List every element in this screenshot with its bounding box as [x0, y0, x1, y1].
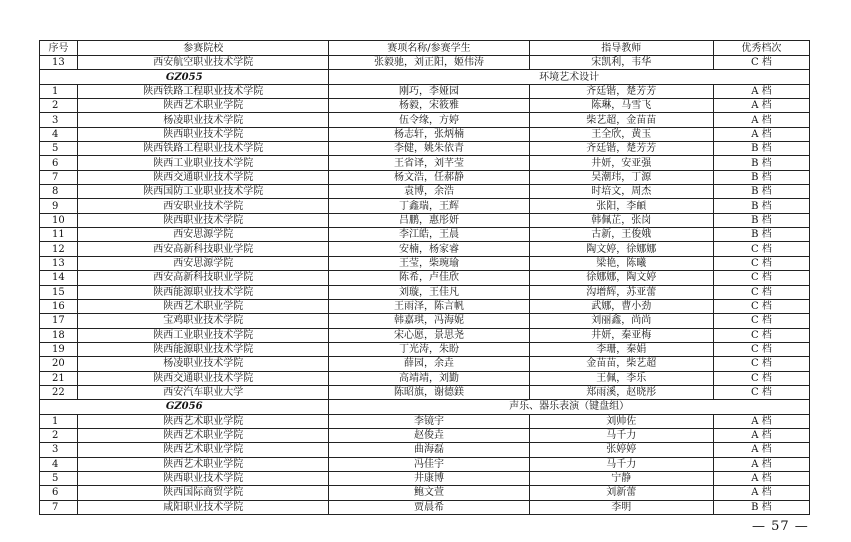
group-name: 声乐、器乐表演（键盘组）	[329, 400, 810, 414]
row-students: 赵俊垚	[329, 428, 529, 442]
row-no: 3	[40, 113, 78, 127]
row-teacher: 吴潮玮，丁源	[529, 170, 713, 184]
row-students: 宋心愿，景思尧	[329, 328, 529, 342]
row-students: 吕鹏，惠彤妍	[329, 213, 529, 227]
row-students: 李江皓，王晨	[329, 228, 529, 242]
row-teacher: 齐廷锴，楚芳芳	[529, 142, 713, 156]
row-no: 8	[40, 185, 78, 199]
table-row	[40, 299, 810, 313]
table-row	[40, 256, 810, 270]
table-row	[40, 285, 810, 299]
row-school: 杨凌职业技术学院	[78, 357, 329, 371]
row-school: 西安汽车职业大学	[78, 385, 329, 399]
row-students: 李健，姚朱依青	[329, 142, 529, 156]
row-students: 丁光涛，朱盼	[329, 342, 529, 356]
table-row	[40, 185, 810, 199]
award-table-body	[40, 41, 810, 515]
row-teacher: 宁静	[529, 471, 713, 485]
row-students: 井康博	[329, 471, 529, 485]
row-grade: C 档	[713, 285, 809, 299]
row-grade: A 档	[713, 99, 809, 113]
row-no: 4	[40, 127, 78, 141]
award-table	[39, 40, 810, 515]
table-row	[40, 371, 810, 385]
row-teacher: 张婷婷	[529, 443, 713, 457]
row-school: 西安思源学院	[78, 228, 329, 242]
table-row	[40, 357, 810, 371]
row-teacher: 井妍，秦亚梅	[529, 328, 713, 342]
row-teacher: 李珊，秦娟	[529, 342, 713, 356]
row-teacher: 马千力	[529, 428, 713, 442]
row-school: 西安职业技术学院	[78, 199, 329, 213]
table-row	[40, 271, 810, 285]
row-no: 6	[40, 156, 78, 170]
table-row	[40, 385, 810, 399]
table-row	[40, 199, 810, 213]
row-teacher: 齐廷锴，楚芳芳	[529, 84, 713, 98]
row-no: 7	[40, 500, 78, 514]
table-row	[40, 113, 810, 127]
row-teacher: 陈琳，马雪飞	[529, 99, 713, 113]
row-school: 陕西交通职业技术学院	[78, 371, 329, 385]
row-no: 22	[40, 385, 78, 399]
table-row	[40, 486, 810, 500]
row-no: 18	[40, 328, 78, 342]
row-no: 7	[40, 170, 78, 184]
row-grade: A 档	[713, 428, 809, 442]
row-teacher: 马千力	[529, 457, 713, 471]
row-students: 张毅驰，刘正阳，姬伟涛	[329, 56, 529, 70]
row-students: 王雨泽，陈言帆	[329, 299, 529, 313]
row-no: 13	[40, 256, 78, 270]
row-school: 咸阳职业技术学院	[78, 500, 329, 514]
row-grade: C 档	[713, 271, 809, 285]
row-students: 刚巧，李娅园	[329, 84, 529, 98]
row-school: 西安高新科技职业学院	[78, 271, 329, 285]
row-school: 陕西能源职业技术学院	[78, 342, 329, 356]
row-school: 陕西艺术职业学院	[78, 99, 329, 113]
row-school: 陕西铁路工程职业技术学院	[78, 84, 329, 98]
page-number: — 57 —	[752, 519, 809, 534]
row-students: 高靖靖，刘勤	[329, 371, 529, 385]
group-code: GZ056	[40, 400, 329, 414]
row-no: 21	[40, 371, 78, 385]
row-school: 西安航空职业技术学院	[78, 56, 329, 70]
row-teacher: 李明	[529, 500, 713, 514]
row-students: 李镜宇	[329, 414, 529, 428]
row-school: 陕西工业职业技术学院	[78, 328, 329, 342]
row-grade: C 档	[713, 299, 809, 313]
row-students: 冯佳宇	[329, 457, 529, 471]
row-teacher: 古新，王俊娥	[529, 228, 713, 242]
table-row	[40, 443, 810, 457]
row-school: 陕西艺术职业学院	[78, 299, 329, 313]
group-name: 环境艺术设计	[329, 70, 810, 84]
table-row	[40, 56, 810, 70]
row-grade: C 档	[713, 342, 809, 356]
table-row	[40, 142, 810, 156]
row-no: 11	[40, 228, 78, 242]
row-teacher: 刘帅佐	[529, 414, 713, 428]
group-header-row	[40, 400, 810, 414]
row-no: 1	[40, 84, 78, 98]
row-students: 王莹，柴琬瑜	[329, 256, 529, 270]
row-school: 陕西能源职业技术学院	[78, 285, 329, 299]
row-school: 陕西艺术职业学院	[78, 443, 329, 457]
row-teacher: 郑雨溪，赵晓彤	[529, 385, 713, 399]
row-school: 陕西交通职业技术学院	[78, 170, 329, 184]
row-no: 3	[40, 443, 78, 457]
row-no: 16	[40, 299, 78, 313]
row-teacher: 柴艺超，金苗苗	[529, 113, 713, 127]
row-no: 5	[40, 142, 78, 156]
row-grade: A 档	[713, 443, 809, 457]
table-row	[40, 500, 810, 514]
row-grade: B 档	[713, 170, 809, 184]
row-grade: C 档	[713, 328, 809, 342]
row-grade: B 档	[713, 500, 809, 514]
row-grade: C 档	[713, 56, 809, 70]
row-school: 陕西艺术职业学院	[78, 414, 329, 428]
row-grade: A 档	[713, 84, 809, 98]
row-grade: C 档	[713, 371, 809, 385]
header-entry: 赛项名称/参赛学生	[329, 41, 529, 56]
row-no: 2	[40, 99, 78, 113]
row-teacher: 时培文，周杰	[529, 185, 713, 199]
row-no: 2	[40, 428, 78, 442]
row-students: 杨毅，宋筱雅	[329, 99, 529, 113]
group-code: GZ055	[40, 70, 329, 84]
row-grade: C 档	[713, 256, 809, 270]
row-grade: C 档	[713, 357, 809, 371]
row-school: 陕西职业技术学院	[78, 213, 329, 227]
row-no: 12	[40, 242, 78, 256]
row-no: 20	[40, 357, 78, 371]
row-no: 14	[40, 271, 78, 285]
table-row	[40, 342, 810, 356]
table-row	[40, 99, 810, 113]
row-teacher: 王佩，李乐	[529, 371, 713, 385]
row-teacher: 刘新蕾	[529, 486, 713, 500]
row-teacher: 金苗苗，柴艺超	[529, 357, 713, 371]
row-students: 鲍文萱	[329, 486, 529, 500]
table-row	[40, 428, 810, 442]
row-no: 10	[40, 213, 78, 227]
group-header-row	[40, 70, 810, 84]
table-row	[40, 170, 810, 184]
row-teacher: 徐娜娜，陶文婷	[529, 271, 713, 285]
row-students: 陈昭旗，谢德鎂	[329, 385, 529, 399]
row-no: 4	[40, 457, 78, 471]
row-grade: A 档	[713, 113, 809, 127]
row-school: 陕西国际商贸学院	[78, 486, 329, 500]
row-school: 陕西艺术职业学院	[78, 428, 329, 442]
row-students: 杨文浩，任郝静	[329, 170, 529, 184]
row-teacher: 王全欣，黄玉	[529, 127, 713, 141]
table-row	[40, 328, 810, 342]
row-school: 陕西国防工业职业技术学院	[78, 185, 329, 199]
row-grade: A 档	[713, 486, 809, 500]
header-school: 参赛院校	[78, 41, 329, 56]
row-grade: A 档	[713, 457, 809, 471]
row-grade: B 档	[713, 156, 809, 170]
table-row	[40, 414, 810, 428]
table-row	[40, 471, 810, 485]
table-row	[40, 314, 810, 328]
row-teacher: 井妍，安亚强	[529, 156, 713, 170]
row-teacher: 梁艳，陈曦	[529, 256, 713, 270]
row-students: 丁鑫瑞，王辉	[329, 199, 529, 213]
header-teacher: 指导教师	[529, 41, 713, 56]
row-school: 杨凌职业技术学院	[78, 113, 329, 127]
row-grade: A 档	[713, 127, 809, 141]
header-grade: 优秀档次	[713, 41, 809, 56]
row-students: 曲海磊	[329, 443, 529, 457]
row-grade: A 档	[713, 471, 809, 485]
row-grade: B 档	[713, 228, 809, 242]
row-teacher: 陶文婷，徐娜娜	[529, 242, 713, 256]
row-students: 袁博，余浩	[329, 185, 529, 199]
row-grade: B 档	[713, 213, 809, 227]
row-students: 伍令缘，方婷	[329, 113, 529, 127]
row-students: 刘璇，王佳凡	[329, 285, 529, 299]
row-school: 西安高新科技职业学院	[78, 242, 329, 256]
table-row	[40, 156, 810, 170]
row-students: 韩嘉琪，冯海妮	[329, 314, 529, 328]
row-no: 5	[40, 471, 78, 485]
row-no: 1	[40, 414, 78, 428]
row-school: 陕西艺术职业学院	[78, 457, 329, 471]
header-no: 序号	[40, 41, 78, 56]
row-teacher: 武娜，曹小劲	[529, 299, 713, 313]
row-teacher: 张阳，李頔	[529, 199, 713, 213]
row-grade: A 档	[713, 414, 809, 428]
header-row	[40, 41, 810, 56]
row-no: 6	[40, 486, 78, 500]
row-teacher: 宋凯利，韦华	[529, 56, 713, 70]
row-school: 宝鸡职业技术学院	[78, 314, 329, 328]
row-grade: B 档	[713, 185, 809, 199]
row-grade: C 档	[713, 242, 809, 256]
table-row	[40, 228, 810, 242]
row-teacher: 沟增辉，苏亚蕾	[529, 285, 713, 299]
row-no: 19	[40, 342, 78, 356]
row-students: 陈希，卢佳欣	[329, 271, 529, 285]
row-no: 15	[40, 285, 78, 299]
table-row	[40, 127, 810, 141]
row-school: 陕西铁路工程职业技术学院	[78, 142, 329, 156]
row-grade: B 档	[713, 142, 809, 156]
row-no: 13	[40, 56, 78, 70]
row-students: 贾晨希	[329, 500, 529, 514]
row-school: 陕西职业技术学院	[78, 127, 329, 141]
row-teacher: 韩佩芷，张岗	[529, 213, 713, 227]
row-students: 王省译，刘芊莹	[329, 156, 529, 170]
row-grade: C 档	[713, 385, 809, 399]
row-students: 杨志轩，张炳楠	[329, 127, 529, 141]
table-row	[40, 242, 810, 256]
row-no: 17	[40, 314, 78, 328]
row-students: 安楠，杨家睿	[329, 242, 529, 256]
row-school: 西安思源学院	[78, 256, 329, 270]
row-students: 薛园，余垚	[329, 357, 529, 371]
row-school: 陕西职业技术学院	[78, 471, 329, 485]
row-no: 9	[40, 199, 78, 213]
row-school: 陕西工业职业技术学院	[78, 156, 329, 170]
table-row	[40, 457, 810, 471]
table-row	[40, 84, 810, 98]
row-grade: B 档	[713, 199, 809, 213]
row-teacher: 刘丽鑫，尚尚	[529, 314, 713, 328]
table-row	[40, 213, 810, 227]
row-grade: C 档	[713, 314, 809, 328]
